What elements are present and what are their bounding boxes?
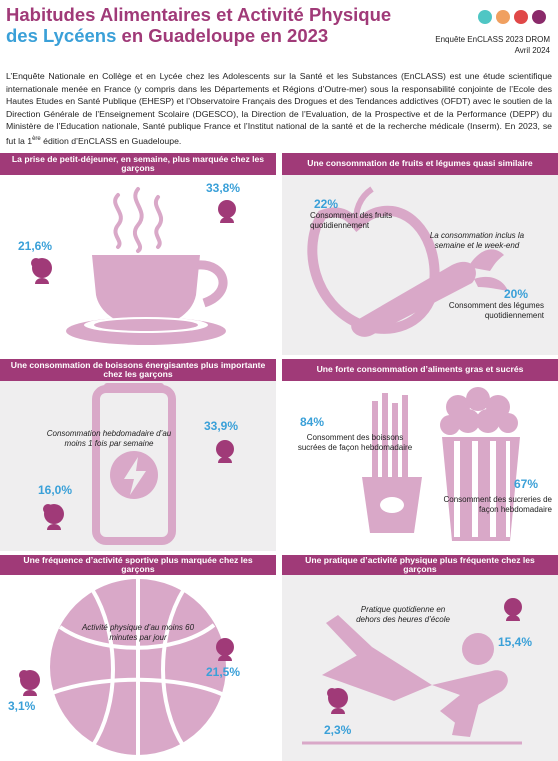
panel-physical-title: Une pratique d’activité physique plus fréquente chez les garçons <box>282 555 558 575</box>
panel-breakfast-title: La prise de petit-déjeuner, en semaine, plus marquée chez les garçons <box>0 153 276 175</box>
panel-breakfast <box>0 175 276 355</box>
boy-head-icon <box>214 439 236 465</box>
sweets-label: Consomment des sucreries de façon hebdomadaire <box>443 495 552 514</box>
survey-date: Avril 2024 <box>514 46 550 55</box>
physical-girls-value: 2,3% <box>324 723 352 737</box>
breakfast-girls-value: 21,6% <box>18 239 53 253</box>
panel-physical <box>282 575 558 761</box>
physical-boys-value: 15,4% <box>498 635 533 649</box>
title-accent: des Lycéens <box>6 25 117 46</box>
energy-boys-value: 33,9% <box>204 419 239 433</box>
girl-head-icon <box>30 257 54 285</box>
dot-icon <box>478 10 492 24</box>
panel-sport-title: Une fréquence d’activité sportive plus marquée chez les garçons <box>0 555 276 575</box>
sport-boys-value: 21,5% <box>206 665 241 679</box>
panel-sport <box>0 575 276 761</box>
panel-fatsugar-title: Une forte consommation d’aliments gras et sucrés <box>282 359 558 381</box>
panel-fruits-title: Une consommation de fruits et légumes quasi similaire <box>282 153 558 175</box>
sport-girls-value: 3,1% <box>8 699 36 713</box>
physical-label: Pratique quotidienne en dehors des heures d’école <box>356 605 450 624</box>
breakfast-boys-value: 33,8% <box>206 181 241 195</box>
veg-value: 20% <box>504 287 529 301</box>
boy-head-icon <box>216 199 238 225</box>
title-line1: Habitudes Alimentaires et Activité Physique <box>6 4 392 25</box>
panel-energy-title: Une consommation de boissons énergisantes plus importante chez les garçons <box>0 359 276 381</box>
panel-fatsugar <box>282 381 558 551</box>
fruit-label: Consomment des fruits quotidiennement <box>310 211 393 230</box>
intro-sup: ère <box>32 135 41 142</box>
survey-info <box>435 34 550 56</box>
fruit-value: 22% <box>314 197 339 211</box>
fruits-note: La consommation inclus la semaine et le week-end <box>429 231 525 250</box>
survey-name: Enquête EnCLASS 2023 DROM <box>435 35 550 44</box>
girl-head-icon <box>42 503 66 531</box>
fries-popcorn-icon <box>282 381 558 551</box>
drinks-value: 84% <box>300 415 325 429</box>
energy-girls-value: 16,0% <box>38 483 73 497</box>
page-title <box>6 4 446 46</box>
dot-icon <box>496 10 510 24</box>
girl-head-icon <box>18 669 42 697</box>
panel-fruits <box>282 175 558 355</box>
intro-tail: édition d’EnCLASS en Guadeloupe. <box>40 135 182 146</box>
header <box>0 0 558 62</box>
intro-text: L’Enquête Nationale en Collège et en Lycée chez les Adolescents sur la Santé et les Substances (EnCLASS) est une étude scientifique internationale menée en France (y compris dans les Départements et Régions d’Outre-mer) sous la responsabilité conjointe de l’Ecole des Hautes Etudes en Santé Publique (EHESP) et l’Observatoire Français des Drogues et des Tendances addictives (OFDT) avec le soutien de la Direction Générale de l’Enseignement Scolaire (DGESCO), la Direction de l’Evaluation, de la Prospective et de la Performance (DEPP) du Ministère de l’Education nationale, Santé publique France et l’Institut national de la santé et de la recherche médicale (Inserm). En 2023, se fut la 1 <box>6 71 552 146</box>
panel-energy <box>0 381 276 551</box>
intro-paragraph <box>6 70 552 147</box>
dot-icon <box>532 10 546 24</box>
sweets-value: 67% <box>514 477 539 491</box>
girl-head-icon <box>326 687 350 715</box>
boy-head-icon <box>214 637 236 663</box>
energy-label: Consommation hebdomadaire d’au moins 1 fois par semaine <box>46 429 172 448</box>
title-line2: en Guadeloupe en 2023 <box>116 25 329 46</box>
sport-label: Activité physique d’au moins 60 minutes par jour <box>81 623 195 642</box>
logo-dots <box>478 10 546 24</box>
boy-head-icon <box>502 597 524 623</box>
veg-label: Consomment des légumes quotidiennement <box>448 301 544 320</box>
dot-icon <box>514 10 528 24</box>
drinks-label: Consomment des boissons sucrées de façon hebdomadaire <box>297 433 413 452</box>
